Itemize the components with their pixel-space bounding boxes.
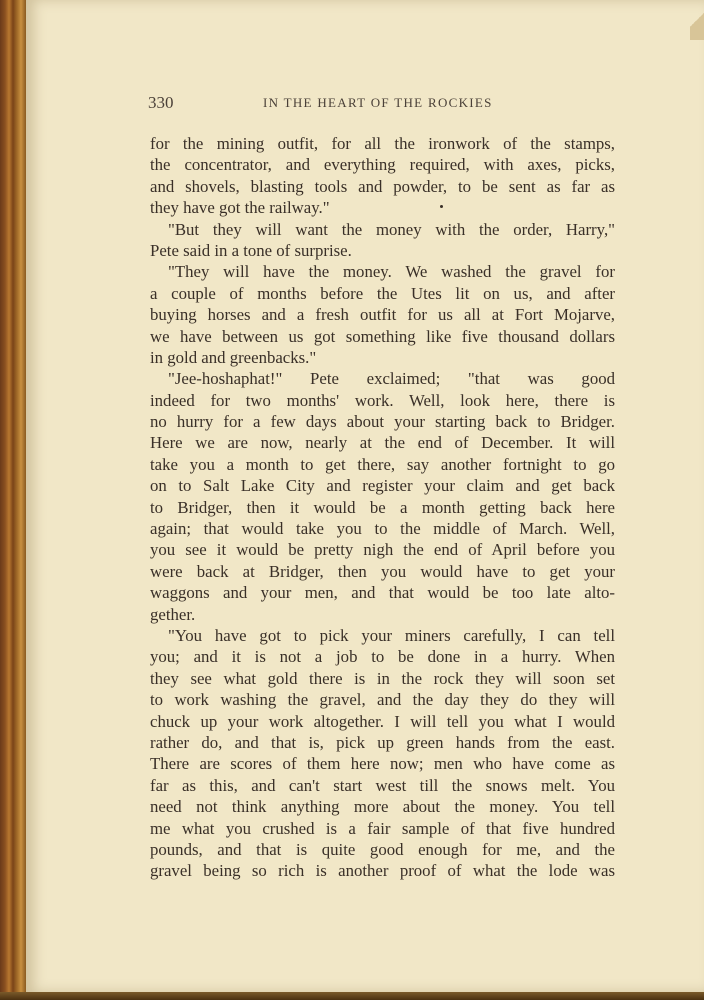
text-line: gether. — [150, 604, 196, 624]
text-line: a couple of months before the Utes lit on us, and after — [150, 283, 615, 303]
text-line: and shovels, blasting tools and powder, to be sent as far as — [150, 176, 615, 196]
text-line: need not think anything more about the money. You tell — [150, 797, 615, 817]
book-spine — [0, 0, 26, 1000]
text-line: to Bridger, then it would be a month getting back here — [150, 497, 615, 517]
body-text — [150, 133, 615, 882]
text-line: in gold and greenbacks." — [150, 347, 317, 367]
text-line: were back at Bridger, then you would have to get your — [150, 561, 615, 581]
text-line: There are scores of them here now; men who have come as — [150, 754, 615, 774]
text-line: rather do, and that is, pick up green hands from the east. — [150, 732, 615, 752]
text-line: again; that would take you to the middle of March. Well, — [150, 519, 615, 539]
text-line: waggons and your men, and that would be too late alto- — [150, 583, 615, 603]
text-line: Here we are now, nearly at the end of December. It will — [150, 433, 615, 453]
text-line: "Jee-hoshaphat!" Pete exclaimed; "that was good — [168, 369, 615, 389]
text-line: to work washing the gravel, and the day they do they will — [150, 690, 615, 710]
text-line: chuck up your work altogether. I will tell you what I would — [150, 711, 615, 731]
text-line: they have got the railway." — [150, 198, 330, 218]
text-line: no hurry for a few days about your starting back to Bridger. — [150, 412, 615, 432]
page-bottom-edge — [0, 992, 704, 1000]
text-line: take you a month to get there, say another fortnight to go — [150, 454, 615, 474]
page-corner — [690, 0, 704, 40]
running-title: IN THE HEART OF THE ROCKIES — [263, 95, 493, 110]
text-line: indeed for two months' work. Well, look here, there is — [150, 390, 615, 410]
text-line: on to Salt Lake City and register your claim and get back — [150, 476, 615, 496]
text-line: you; and it is not a job to be done in a hurry. When — [150, 647, 615, 667]
text-line: me what you crushed is a fair sample of that five hundred — [150, 818, 615, 838]
text-line: "They will have the money. We washed the gravel for — [168, 262, 615, 282]
running-header — [148, 93, 616, 115]
text-line: gravel being so rich is another proof of what the lode was — [150, 861, 615, 881]
page-number: 330 — [148, 93, 174, 112]
text-line: they see what gold there is in the rock they will soon set — [150, 668, 615, 688]
text-line: far as this, and can't start west till the snows melt. You — [150, 775, 615, 795]
text-line: buying horses and a fresh outfit for us all at Fort Mojarve, — [150, 305, 615, 325]
text-line: we have between us got something like five thousand dollars — [150, 326, 615, 346]
text-line: pounds, and that is quite good enough for me, and the — [150, 839, 615, 859]
text-line: Pete said in a tone of surprise. — [150, 240, 352, 260]
text-line: "But they will want the money with the order, Harry," — [168, 219, 615, 239]
text-line: for the mining outfit, for all the ironwork of the stamps, — [150, 134, 615, 153]
text-line: "You have got to pick your miners carefully, I can tell — [168, 625, 615, 645]
text-line: you see it would be pretty nigh the end of April before you — [150, 540, 615, 560]
text-line: the concentrator, and everything required, with axes, picks, — [150, 155, 615, 175]
